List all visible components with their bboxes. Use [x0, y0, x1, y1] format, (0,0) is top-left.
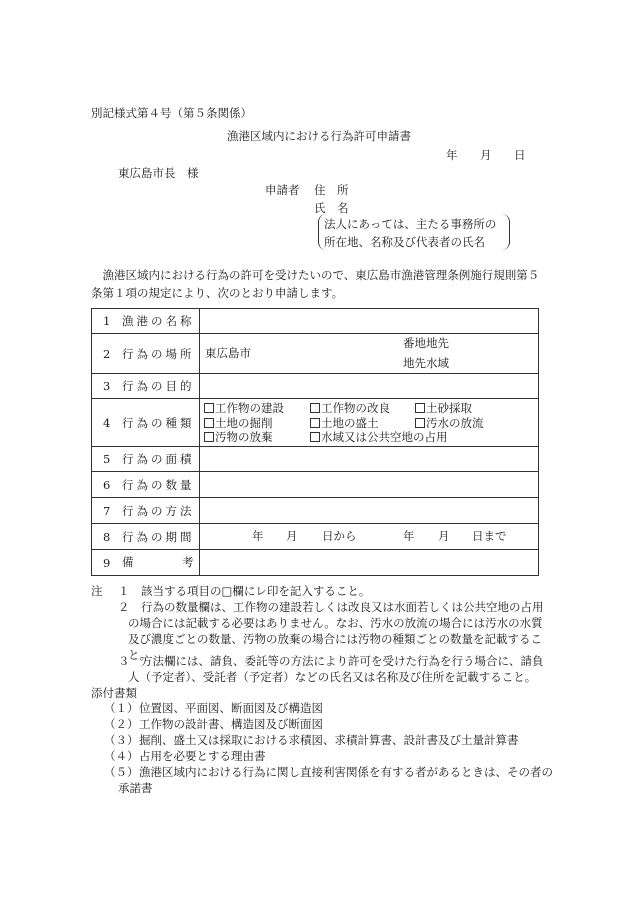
row-number: 6	[103, 477, 111, 492]
attachment-number: （３）	[104, 733, 139, 747]
corporate-note-line2: 所在地、名称及び代表者の氏名	[324, 235, 485, 249]
label-cell	[92, 524, 200, 550]
period-from-year: 年	[252, 529, 264, 543]
checkbox[interactable]	[415, 418, 425, 428]
note-text: 該当する項目の□欄にレ印を記入すること。	[141, 584, 371, 598]
table-row	[92, 472, 539, 498]
remarks-field[interactable]	[200, 550, 539, 576]
row-label: 漁港の名称	[122, 314, 195, 328]
checkbox[interactable]	[204, 403, 214, 413]
option-waste-disposal[interactable]: 汚物の放棄	[204, 432, 273, 444]
label-cell	[92, 550, 200, 576]
table-row	[92, 550, 539, 576]
option-excavation[interactable]: 土地の掘削	[204, 418, 273, 430]
table-row	[92, 334, 539, 374]
attachment-number: （２）	[104, 717, 139, 731]
table-row	[92, 447, 539, 472]
checkbox[interactable]	[204, 418, 214, 428]
quantity-field[interactable]	[200, 472, 539, 498]
row-label: 行為の種類	[122, 415, 195, 430]
activity-type-field	[200, 399, 539, 447]
applicant-role-label: 申請者	[265, 183, 300, 197]
note-number: ２	[118, 600, 130, 614]
checkbox[interactable]	[310, 432, 320, 442]
row-label: 行為の期間	[122, 529, 195, 544]
form-number: 別記様式第４号（第５条関係）	[91, 106, 252, 120]
period-to-day: 日まで	[472, 529, 507, 543]
option-sand-collection[interactable]: 土砂採取	[415, 403, 472, 415]
location-city: 東広島市	[205, 346, 251, 360]
note-number: ３	[118, 654, 130, 668]
note-number: １	[118, 584, 130, 598]
name-label: 氏 名	[314, 201, 349, 215]
checkbox[interactable]	[204, 432, 214, 442]
checkbox[interactable]	[310, 403, 320, 413]
location-field[interactable]	[200, 334, 539, 374]
row-number: 9	[103, 555, 111, 570]
date-month-label: 月	[480, 148, 492, 162]
port-name-field[interactable]	[200, 309, 539, 334]
attachment-text: 位置図、平面図、断面図及び構造図	[139, 701, 323, 715]
option-occupancy[interactable]: 水域又は公共空地の占用	[310, 432, 448, 444]
row-label: 行為の場所	[122, 346, 195, 361]
period-to-year: 年	[403, 529, 415, 543]
purpose-field[interactable]	[200, 374, 539, 399]
row-number: 4	[103, 415, 111, 430]
row-number: 1	[103, 314, 111, 328]
label-cell	[92, 472, 200, 498]
note-text: 行為の数量欄は、工作物の建設若しくは改良又は水面若しくは公共空地の占用の場合には記載する必要はありません。なお、汚水の放流の場合には汚水の水質及び濃度ごとの数量、汚物の放棄の場合には汚物の種類ごとの数量を記載すること。	[128, 600, 544, 662]
attachment-number: （４）	[104, 749, 139, 763]
label-cell	[92, 374, 200, 399]
note-text: 方法欄には、請負、委託等の方法により許可を受けた行為を行う場合に、請負人（予定者）、受託者（予定者）などの氏名又は名称及び住所を記載すること。	[128, 654, 544, 684]
attachment-text: 漁港区域内における行為に関し直接利害関係を有する者があるときは、その者の承諾書	[118, 765, 553, 795]
table-row	[92, 399, 539, 447]
label-cell	[92, 447, 200, 472]
address-label: 住 所	[314, 183, 349, 197]
row-number: 3	[103, 379, 111, 393]
period-to-month: 月	[438, 529, 450, 543]
remarks-label-b: 考	[182, 555, 194, 569]
period-from-month: 月	[286, 529, 298, 543]
row-label: 行為の数量	[122, 477, 195, 492]
intro-line1: 漁港区域内における行為の許可を受けたいので、東広島市漁港管理条例施行規則第５	[91, 268, 540, 282]
row-number: 8	[103, 529, 111, 544]
checkbox[interactable]	[415, 403, 425, 413]
row-number: 2	[103, 346, 111, 361]
option-sewage-discharge[interactable]: 汚水の放流	[415, 418, 484, 430]
option-construction[interactable]: 工作物の建設	[204, 403, 284, 415]
row-number: 7	[103, 503, 111, 518]
option-embankment[interactable]: 土地の盛土	[310, 418, 379, 430]
table-row	[92, 524, 539, 550]
row-number: 5	[103, 452, 111, 466]
application-table	[91, 308, 539, 576]
row-label: 行為の方法	[122, 503, 195, 518]
attachment-text: 占用を必要とする理由書	[139, 749, 266, 763]
row-label: 行為の目的	[122, 379, 195, 393]
document-title: 漁港区域内における行為許可申請書	[227, 129, 411, 143]
table-row	[92, 309, 539, 334]
checkbox[interactable]	[310, 418, 320, 428]
area-field[interactable]	[200, 447, 539, 472]
location-lot: 番地地先	[403, 336, 449, 350]
period-field[interactable]	[200, 524, 539, 550]
date-year-label: 年	[446, 148, 458, 162]
label-cell	[92, 334, 200, 374]
corporate-note-line1: 法人にあっては、主たる事務所の	[324, 217, 497, 231]
row-label: 行為の面積	[122, 452, 195, 466]
method-field[interactable]	[200, 498, 539, 524]
table-row	[92, 374, 539, 399]
label-cell	[92, 309, 200, 334]
option-improvement[interactable]: 工作物の改良	[310, 403, 390, 415]
notes-prefix: 注	[91, 584, 103, 598]
attachments-title: 添付書類	[91, 686, 137, 700]
table-row	[92, 498, 539, 524]
attachment-number: （５）	[104, 765, 139, 779]
remarks-label-a: 備	[122, 555, 134, 569]
attachment-text: 掘削、盛土又は採取における求積図、求積計算書、設計書及び土量計算書	[139, 733, 519, 747]
attachment-text: 工作物の設計書、構造図及び断面図	[139, 717, 323, 731]
label-cell	[92, 399, 200, 447]
location-water: 地先水域	[403, 356, 449, 370]
label-cell	[92, 498, 200, 524]
addressee: 東広島市長 様	[118, 166, 199, 180]
period-from-day: 日から	[322, 529, 357, 543]
attachment-number: （１）	[104, 701, 139, 715]
date-day-label: 日	[514, 148, 526, 162]
intro-line2: 条第１項の規定により、次のとおり申請します。	[91, 286, 344, 300]
